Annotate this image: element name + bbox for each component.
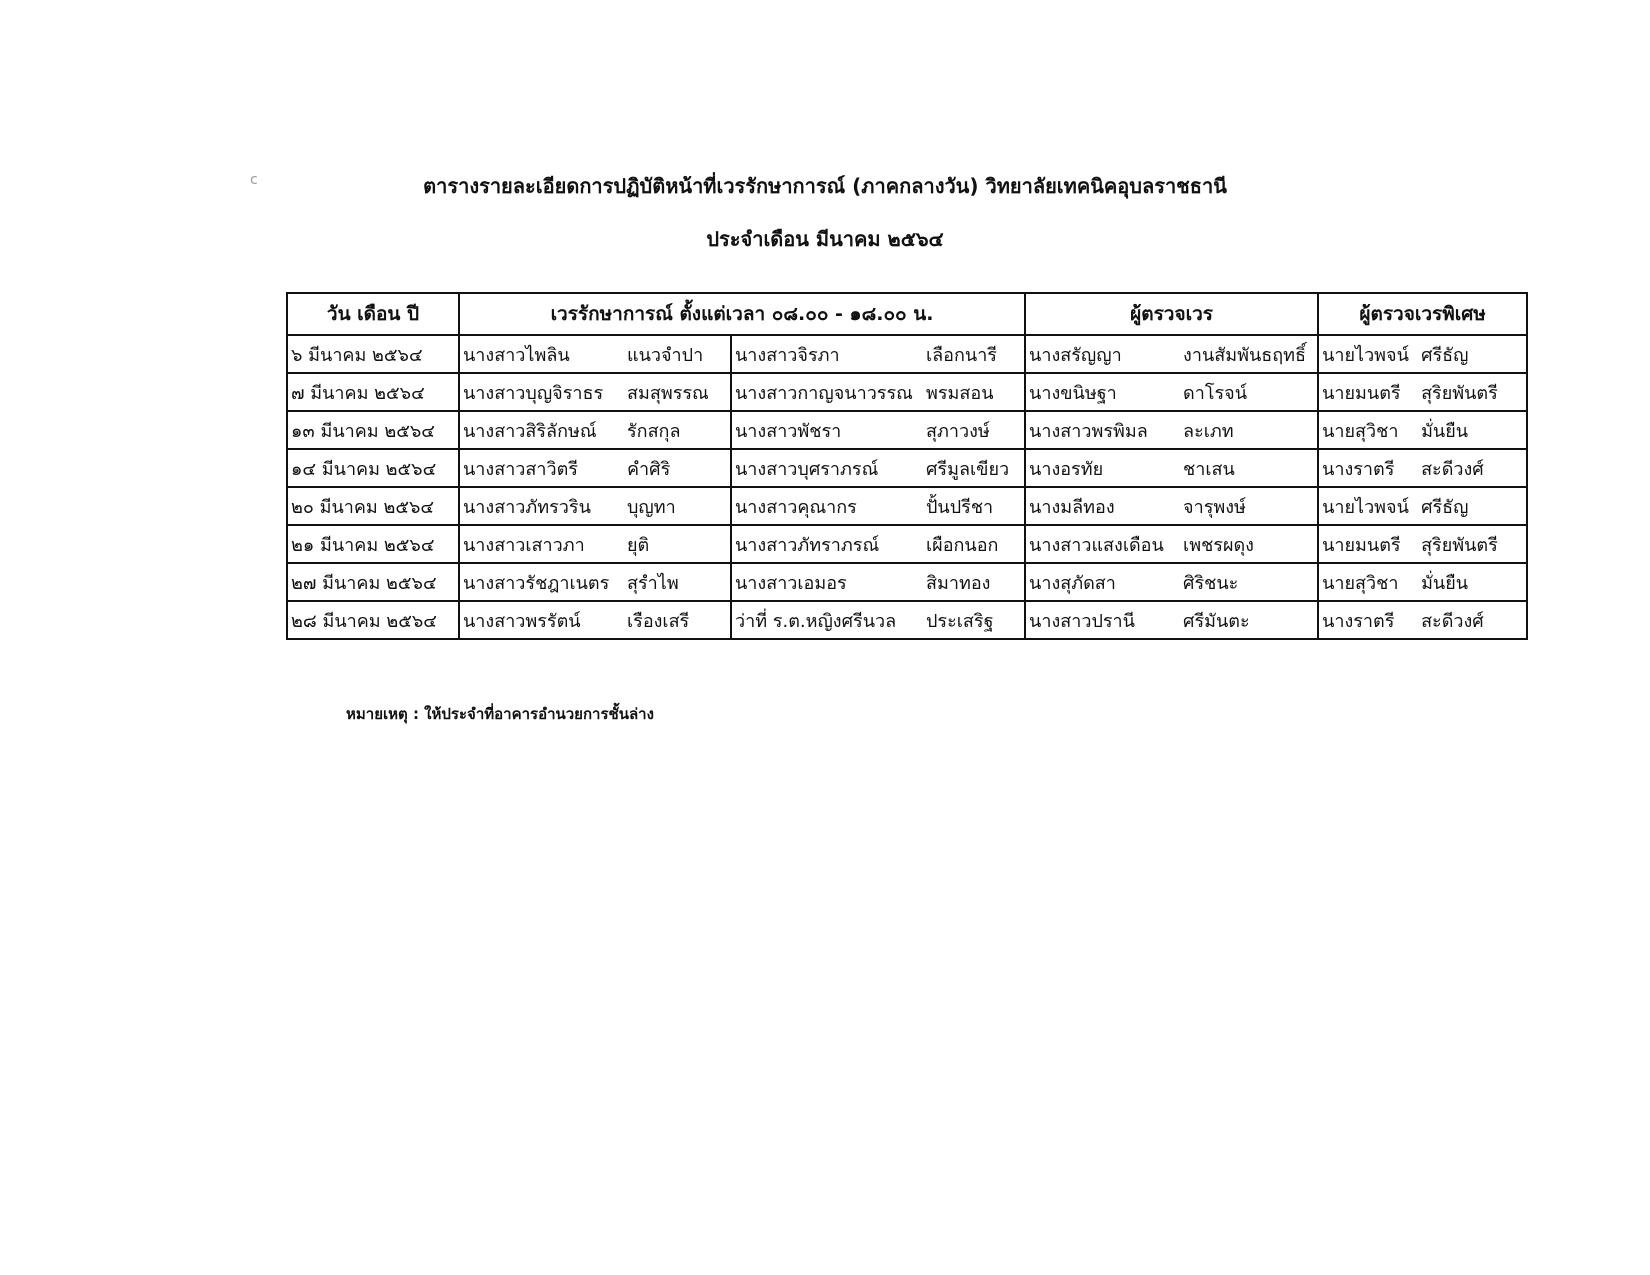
inspector-first-name: นางอรทัย [1025,449,1180,487]
inspector-first-name: นางมลีทอง [1025,487,1180,525]
document-title: ตารางรายละเอียดการปฏิบัติหน้าที่เวรรักษาการณ์ (ภาคกลางวัน) วิทยาลัยเทคนิคอุบลราชธานี [423,174,1227,198]
date-cell: ๑๓ มีนาคม ๒๕๖๔ [287,411,459,449]
guard2-last-name: พรมสอน [923,373,1025,411]
guard2-last-name: สิมาทอง [923,563,1025,601]
guard1-last-name: สุรำไพ [624,563,731,601]
special-inspector-last-name: มั่นยืน [1418,411,1527,449]
inspector-first-name: นางสาวแสงเดือน [1025,525,1180,563]
special-inspector-first-name: นายสุวิชา [1318,563,1418,601]
guard2-last-name: ศรีมูลเขียว [923,449,1025,487]
scan-mark: c [250,172,258,188]
special-inspector-first-name: นายไวพจน์ [1318,487,1418,525]
guard1-last-name: บุญทา [624,487,731,525]
inspector-last-name: ละเภท [1180,411,1318,449]
guard1-first-name: นางสาวพรรัตน์ [459,601,624,639]
special-inspector-last-name: สุริยพันตรี [1418,525,1527,563]
table-row [287,449,1527,487]
guard1-last-name: สมสุพรรณ [624,373,731,411]
special-inspector-first-name: นายสุวิชา [1318,411,1418,449]
inspector-last-name: จารุพงษ์ [1180,487,1318,525]
table-row [287,335,1527,373]
date-cell: ๒๗ มีนาคม ๒๕๖๔ [287,563,459,601]
header-date: วัน เดือน ปี [287,293,459,335]
guard2-last-name: เลือกนารี [923,335,1025,373]
guard1-first-name: นางสาวภัทรวริน [459,487,624,525]
header-inspector: ผู้ตรวจเวร [1025,293,1318,335]
date-cell: ๒๑ มีนาคม ๒๕๖๔ [287,525,459,563]
guard2-first-name: นางสาวจิรภา [731,335,923,373]
special-inspector-last-name: ศรีธัญ [1418,335,1527,373]
special-inspector-first-name: นางราตรี [1318,449,1418,487]
guard2-first-name: ว่าที่ ร.ต.หญิงศรีนวล [731,601,923,639]
guard1-first-name: นางสาวรัชฎาเนตร [459,563,624,601]
guard2-first-name: นางสาวกาญจนาวรรณ [731,373,923,411]
date-cell: ๑๔ มีนาคม ๒๕๖๔ [287,449,459,487]
special-inspector-last-name: สุริยพันตรี [1418,373,1527,411]
guard1-first-name: นางสาวไพลิน [459,335,624,373]
inspector-last-name: ศรีมันตะ [1180,601,1318,639]
guard1-last-name: เรืองเสรี [624,601,731,639]
guard2-last-name: สุภาวงษ์ [923,411,1025,449]
guard1-first-name: นางสาวเสาวภา [459,525,624,563]
guard2-first-name: นางสาวคุณากร [731,487,923,525]
footnote: หมายเหตุ : ให้ประจำที่อาคารอำนวยการชั้นล่าง [346,705,654,723]
inspector-last-name: ดาโรจน์ [1180,373,1318,411]
date-cell: ๒๐ มีนาคม ๒๕๖๔ [287,487,459,525]
table-header-row [287,293,1527,335]
inspector-last-name: ศิริชนะ [1180,563,1318,601]
guard2-first-name: นางสาวบุศราภรณ์ [731,449,923,487]
guard1-first-name: นางสาวบุญจิราธร [459,373,624,411]
table-row [287,411,1527,449]
date-cell: ๒๘ มีนาคม ๒๕๖๔ [287,601,459,639]
special-inspector-last-name: สะดีวงศ์ [1418,449,1527,487]
guard2-last-name: ประเสริฐ [923,601,1025,639]
inspector-first-name: นางขนิษฐา [1025,373,1180,411]
inspector-first-name: นางสุภัดสา [1025,563,1180,601]
document-subtitle: ประจำเดือน มีนาคม ๒๕๖๔ [706,227,944,251]
duty-schedule-table [286,292,1528,640]
guard1-last-name: คำศิริ [624,449,731,487]
date-cell: ๗ มีนาคม ๒๕๖๔ [287,373,459,411]
inspector-last-name: เพชรผดุง [1180,525,1318,563]
guard1-first-name: นางสาวสิริลักษณ์ [459,411,624,449]
special-inspector-first-name: นายมนตรี [1318,525,1418,563]
inspector-first-name: นางสรัญญา [1025,335,1180,373]
table-row [287,601,1527,639]
guard1-last-name: ยุติ [624,525,731,563]
special-inspector-first-name: นางราตรี [1318,601,1418,639]
special-inspector-first-name: นายมนตรี [1318,373,1418,411]
table-row [287,563,1527,601]
header-special-inspector: ผู้ตรวจเวรพิเศษ [1318,293,1527,335]
table-row [287,373,1527,411]
special-inspector-last-name: สะดีวงศ์ [1418,601,1527,639]
date-cell: ๖ มีนาคม ๒๕๖๔ [287,335,459,373]
guard2-first-name: นางสาวพัชรา [731,411,923,449]
inspector-last-name: ชาเสน [1180,449,1318,487]
guard2-last-name: เผือกนอก [923,525,1025,563]
special-inspector-first-name: นายไวพจน์ [1318,335,1418,373]
table-row [287,487,1527,525]
inspector-last-name: งานสัมพันธฤทธิ์ [1180,335,1318,373]
guard1-last-name: รักสกุล [624,411,731,449]
guard2-last-name: ปั้นปรีชา [923,487,1025,525]
guard2-first-name: นางสาวภัทราภรณ์ [731,525,923,563]
special-inspector-last-name: มั่นยืน [1418,563,1527,601]
special-inspector-last-name: ศรีธัญ [1418,487,1527,525]
guard1-first-name: นางสาวสาวิตรี [459,449,624,487]
table-row [287,525,1527,563]
guard2-first-name: นางสาวเอมอร [731,563,923,601]
header-guards: เวรรักษาการณ์ ตั้งแต่เวลา ๐๘.๐๐ - ๑๘.๐๐ น. [459,293,1025,335]
guard1-last-name: แนวจำปา [624,335,731,373]
inspector-first-name: นางสาวพรพิมล [1025,411,1180,449]
inspector-first-name: นางสาวปรานี [1025,601,1180,639]
